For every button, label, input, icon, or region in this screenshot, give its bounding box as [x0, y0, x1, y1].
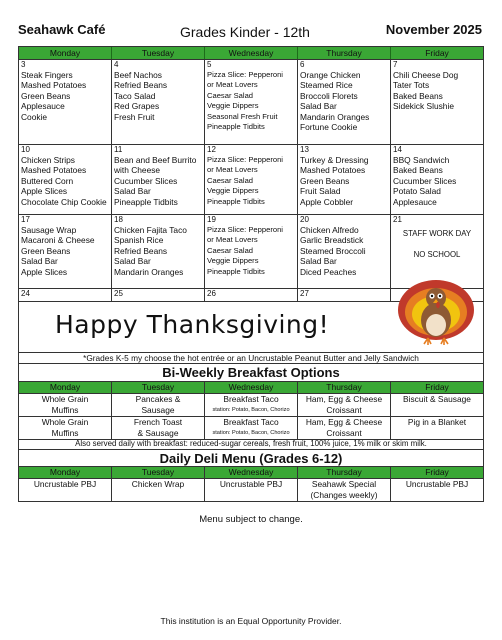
lunch-day-cell — [298, 215, 391, 288]
breakfast-station-note: station: Potato, Bacon, Chorizo — [212, 406, 290, 413]
lunch-menu-item: Green Beans — [21, 90, 71, 101]
lunch-menu-item: Pizza Slice: Pepperoni — [207, 70, 283, 79]
lunch-date: 10 — [21, 145, 30, 154]
breakfast-cell — [298, 394, 391, 416]
lunch-day-cell — [298, 60, 391, 144]
lunch-menu-item: Turkey & Dressing — [300, 155, 369, 165]
breakfast-cell — [112, 394, 205, 416]
day-thursday: Thursday — [298, 47, 391, 59]
lunch-menu-item: Salad Bar — [300, 101, 337, 112]
lunch-day-cell — [391, 145, 483, 214]
lunch-menu-item: Veggie Dippers — [207, 101, 259, 111]
lunch-menu-item: Green Beans — [300, 175, 350, 186]
lunch-menu-item: Caesar Salad — [207, 245, 254, 255]
breakfast-item: Whole Grain — [41, 417, 89, 427]
lunch-day-cell — [112, 145, 205, 214]
breakfast-cell — [391, 417, 483, 439]
lunch-menu-item: Pizza Slice: Pepperoni — [207, 155, 283, 164]
lunch-date: 14 — [393, 145, 402, 154]
lunch-menu-item: Pizza Slice: Pepperoni — [207, 225, 283, 234]
breakfast-item: Ham, Egg & Cheese — [305, 394, 383, 404]
breakfast-item: Breakfast Taco — [223, 394, 279, 404]
lunch-menu-item: Bean and Beef Burrito — [114, 155, 197, 165]
lunch-week-row — [19, 59, 483, 144]
breakfast-item: Whole Grain — [41, 394, 89, 404]
breakfast-item: & Sausage — [137, 427, 179, 438]
lunch-menu-item: BBQ Sandwich — [393, 155, 450, 165]
breakfast-item: Pig in a Blanket — [407, 417, 467, 427]
deli-day-thursday: Thursday — [298, 467, 391, 478]
lunch-date: 18 — [114, 215, 123, 224]
lunch-menu-item: Fruit Salad — [300, 186, 341, 197]
breakfast-day-friday: Friday — [425, 382, 449, 392]
lunch-menu-item: Cucumber Slices — [393, 175, 457, 186]
lunch-week-row — [19, 144, 483, 214]
breakfast-item: Pancakes & — [135, 394, 181, 404]
day-tuesday: Tuesday — [112, 47, 205, 59]
lunch-menu-item: Caesar Salad — [207, 90, 254, 100]
lunch-menu-item: Broccoli Florets — [300, 90, 358, 101]
lunch-menu-item: Mashed Potatoes — [21, 165, 87, 176]
lunch-menu-item: Apple Cobbler — [300, 196, 354, 207]
lunch-menu-item: Salad Bar — [114, 186, 151, 197]
lunch-menu-item: Salad Bar — [21, 256, 58, 267]
lunch-date: 24 — [21, 289, 30, 298]
day-friday: Friday — [425, 48, 449, 58]
lunch-date: 17 — [21, 215, 30, 224]
lunch-menu-item: Veggie Dippers — [207, 256, 259, 266]
lunch-day-cell — [391, 60, 483, 144]
lunch-menu-item: Pineapple Tidbits — [207, 266, 265, 276]
lunch-day-cell — [205, 215, 298, 288]
subject-to-change: Menu subject to change. — [199, 514, 303, 525]
lunch-menu-item: Tater Tots — [393, 80, 430, 91]
deli-day-tuesday: Tuesday — [112, 467, 205, 478]
lunch-menu-item: Chicken Strips — [21, 155, 75, 165]
breakfast-cell — [19, 394, 112, 416]
lunch-menu-item: Chocolate Chip Cookie — [21, 196, 107, 207]
deli-day-wednesday: Wednesday — [205, 467, 298, 478]
lunch-menu-item: Applesauce — [393, 196, 437, 207]
lunch-day-cell — [205, 145, 298, 214]
lunch-date: 19 — [207, 215, 216, 224]
lunch-menu-item: Pineapple Tidbits — [207, 122, 265, 132]
lunch-calendar — [18, 46, 484, 302]
breakfast-item: Muffins — [51, 404, 79, 415]
lunch-menu-item: Steamed Rice — [300, 80, 353, 91]
lunch-date: 27 — [300, 289, 309, 298]
cafe-name: Seahawk Café — [18, 22, 106, 37]
breakfast-day-tuesday: Tuesday — [112, 382, 205, 393]
deli-item: Seahawk Special — [311, 479, 377, 489]
lunch-date: 26 — [207, 289, 216, 298]
lunch-menu-item: Mashed Potatoes — [21, 80, 87, 91]
lunch-date: 12 — [207, 145, 216, 154]
lunch-menu-item: NO SCHOOL — [413, 250, 461, 260]
lunch-menu-item: Steamed Broccoli — [300, 245, 366, 256]
lunch-day-cell — [112, 215, 205, 288]
breakfast-day-monday: Monday — [19, 382, 112, 393]
breakfast-item: Croissant — [326, 404, 362, 415]
lunch-date: 5 — [207, 60, 212, 69]
lunch-menu-item: Sidekick Slushie — [393, 101, 454, 112]
lunch-menu-item: Apple Slices — [21, 266, 68, 277]
lunch-date: 7 — [393, 60, 398, 69]
breakfast-item: French Toast — [133, 417, 183, 427]
lunch-menu-item: Steak Fingers — [21, 70, 73, 80]
deli-cell — [19, 479, 112, 501]
lunch-menu-item: Cucumber Slices — [114, 175, 178, 186]
lunch-menu-item: Sausage Wrap — [21, 225, 77, 235]
lunch-day-cell — [205, 60, 298, 144]
breakfast-cell — [112, 417, 205, 439]
lunch-menu-item: Baked Beans — [393, 165, 443, 176]
thanksgiving-banner — [18, 294, 484, 352]
lunch-menu-item: Fresh Fruit — [114, 111, 155, 122]
lunch-menu-item: Potato Salad — [393, 186, 441, 197]
lunch-date: 11 — [114, 145, 123, 154]
lunch-menu-item: Chicken Fajita Taco — [114, 225, 187, 235]
breakfast-item: Ham, Egg & Cheese — [305, 417, 383, 427]
breakfast-day-wednesday: Wednesday — [205, 382, 298, 393]
deli-day-monday: Monday — [19, 467, 112, 478]
lunch-date: 3 — [21, 60, 26, 69]
lunch-date: 20 — [300, 215, 309, 224]
lunch-day-header — [19, 47, 483, 59]
lunch-day-cell — [19, 145, 112, 214]
lunch-menu-item: Mandarin Oranges — [114, 266, 184, 277]
breakfast-day-header — [19, 382, 483, 393]
breakfast-item: Croissant — [326, 427, 362, 438]
lunch-menu-item: Refried Beans — [114, 80, 168, 91]
breakfast-row — [19, 393, 483, 416]
deli-item: Chicken Wrap — [131, 479, 185, 489]
deli-items-row — [19, 478, 483, 501]
lunch-date: 25 — [114, 289, 123, 298]
month-label: November 2025 — [385, 22, 482, 37]
lunch-menu-item: Chili Cheese Dog — [393, 70, 459, 80]
deli-day-header — [19, 467, 483, 478]
lunch-menu-item: Orange Chicken — [300, 70, 361, 80]
breakfast-day-thursday: Thursday — [298, 382, 391, 393]
lunch-day-cell — [112, 60, 205, 144]
lunch-menu-item: Mashed Potatoes — [300, 165, 366, 176]
breakfast-title: Bi-Weekly Breakfast Options — [18, 364, 484, 381]
day-wednesday: Wednesday — [205, 47, 298, 59]
breakfast-item: Biscuit & Sausage — [403, 394, 471, 404]
lunch-menu-item: Macaroni & Cheese — [21, 235, 95, 246]
lunch-menu-item: or Meat Lovers — [207, 235, 258, 245]
lunch-menu-item: Apple Slices — [21, 186, 68, 197]
lunch-date: 13 — [300, 145, 309, 154]
lunch-menu-item: Refried Beans — [114, 245, 168, 256]
lunch-menu-item: Cookie — [21, 111, 48, 122]
lunch-menu-item: Spanish Rice — [114, 235, 164, 246]
lunch-day-cell — [19, 215, 112, 288]
thanksgiving-message: Happy Thanksgiving! — [55, 310, 330, 339]
lunch-menu-item: Buttered Corn — [21, 175, 74, 186]
breakfast-also-served: Also served daily with breakfast: reduced-sugar cereals, fresh fruit, 100% juice, 1% milk or skim milk. — [18, 438, 484, 449]
lunch-menu-item: Beef Nachos — [114, 70, 162, 80]
deli-cell — [298, 479, 391, 501]
lunch-menu-item: Baked Beans — [393, 90, 443, 101]
lunch-menu-item: Green Beans — [21, 245, 71, 256]
deli-item: Uncrustable PBJ — [33, 479, 97, 489]
lunch-menu-item: Applesauce — [21, 101, 65, 112]
lunch-menu-item: Fortune Cookie — [300, 122, 358, 133]
lunch-menu-item: or Meat Lovers — [207, 165, 258, 175]
breakfast-item: Breakfast Taco — [223, 417, 279, 427]
lunch-menu-item: or Meat Lovers — [207, 80, 258, 90]
deli-table — [18, 466, 484, 502]
lunch-menu-item: Taco Salad — [114, 90, 156, 101]
day-monday: Monday — [19, 47, 112, 59]
lunch-date: 4 — [114, 60, 119, 69]
lunch-date: 21 — [393, 215, 402, 224]
breakfast-cell — [391, 394, 483, 416]
equal-opportunity-footer: This institution is an Equal Opportunity Provider. — [160, 616, 342, 626]
entree-note: *Grades K-5 my choose the hot entrée or an Uncrustable Peanut Butter and Jelly Sandwich — [18, 352, 484, 364]
breakfast-cell — [205, 394, 298, 416]
grades-label: Grades Kinder - 12th — [180, 24, 310, 40]
menu-header — [18, 20, 484, 44]
breakfast-cell — [298, 417, 391, 439]
lunch-day-cell — [298, 145, 391, 214]
lunch-menu-item: Garlic Breadstick — [300, 235, 364, 246]
breakfast-table — [18, 381, 484, 440]
lunch-menu-item: Veggie Dippers — [207, 186, 259, 196]
breakfast-station-note: station: Potato, Bacon, Chorizo — [212, 429, 290, 436]
lunch-menu-item: STAFF WORK DAY — [402, 229, 472, 238]
breakfast-cell — [205, 417, 298, 439]
lunch-date: 6 — [300, 60, 305, 69]
lunch-day-cell — [19, 60, 112, 144]
breakfast-row — [19, 416, 483, 439]
lunch-menu-item: with Cheese — [114, 165, 161, 176]
deli-title: Daily Deli Menu (Grades 6-12) — [18, 449, 484, 466]
lunch-menu-item: Chicken Alfredo — [300, 225, 359, 235]
lunch-menu-item: Caesar Salad — [207, 175, 254, 185]
breakfast-item: Muffins — [51, 427, 79, 438]
lunch-menu-item: Red Grapes — [114, 101, 160, 112]
lunch-menu-item: Mandarin Oranges — [300, 111, 370, 122]
deli-cell — [205, 479, 298, 501]
lunch-menu-item: Salad Bar — [114, 256, 151, 267]
deli-item: Uncrustable PBJ — [219, 479, 283, 489]
lunch-menu-item: Diced Peaches — [300, 266, 357, 277]
deli-cell — [391, 479, 483, 501]
breakfast-item: Sausage — [141, 404, 175, 415]
turkey-icon — [395, 270, 477, 348]
lunch-menu-item: Pineapple Tidbits — [207, 196, 265, 206]
lunch-menu-item: Seasonal Fresh Fruit — [207, 111, 278, 121]
lunch-menu-item: Salad Bar — [300, 256, 337, 267]
deli-day-friday: Friday — [425, 467, 449, 477]
lunch-menu-item: Pineapple Tidbits — [114, 196, 178, 207]
breakfast-cell — [19, 417, 112, 439]
deli-cell — [112, 479, 205, 501]
deli-item: Uncrustable PBJ — [405, 479, 469, 489]
deli-item: (Changes weekly) — [310, 489, 378, 500]
